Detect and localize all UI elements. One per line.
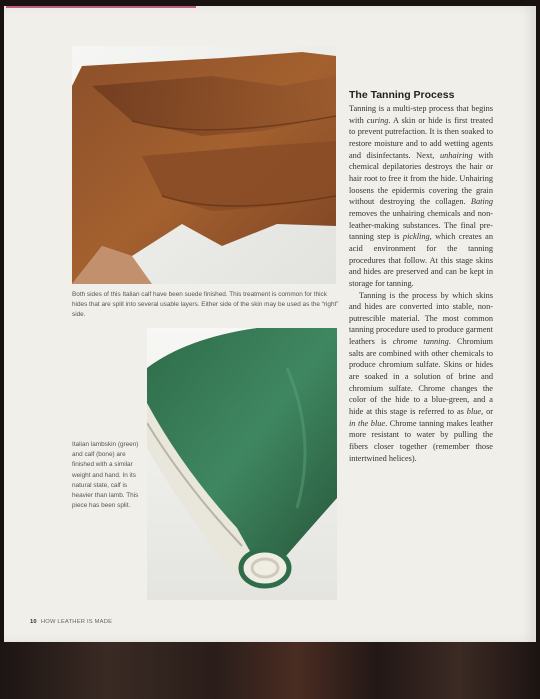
italic-term: in the blue — [349, 418, 386, 428]
text-run: Tanning is a multi-step process that begins with — [349, 104, 493, 125]
section-heading: The Tanning Process — [349, 89, 455, 101]
caption-suede-calf: Both sides of this Italian calf have been suede finished. This treatment is common for thick hides that are split into several usable layers. Either side of the skin may be used as the “right” side. — [72, 291, 339, 319]
text-run: . Chrome tanning makes leather more resistant to water by pulling the fibers closer together (remember those intertwined helices). — [349, 418, 493, 463]
text-run: , which creates an acid environment for the tanning procedures that follow. At this stage skins and hides are preserved and can be kept in storage for tanning. — [349, 232, 493, 288]
text-run: . Chromium salts are combined with other chemicals to produce chromium sulfate. Skins or hides are soaked in a solution of brine and chromium sulfate. Chrome changes the color of the hide to a blue-green, and a hide at this stage is referred to as — [349, 337, 493, 417]
text-run: , or — [481, 407, 493, 417]
italic-term: blue — [466, 407, 482, 417]
italic-term: chrome tanning — [392, 337, 449, 347]
paragraph-1 — [349, 103, 493, 290]
italic-term: curing — [366, 115, 389, 125]
running-title: HOW LEATHER IS MADE — [40, 619, 113, 625]
suede-calf-photo — [72, 46, 336, 284]
book-page — [4, 6, 536, 642]
page-footer — [30, 619, 112, 625]
background-surface — [0, 642, 540, 699]
body-text — [349, 103, 493, 464]
text-run: with chemical depilatories destroys the hair or hair root to free it from the hide. Unhairing loosens the epidermis covering the grain without destroying the collagen. — [349, 150, 494, 207]
top-rule — [6, 6, 196, 8]
italic-term: pickling — [402, 232, 430, 242]
lambskin-roll-photo — [147, 328, 337, 600]
paragraph-2 — [349, 290, 493, 465]
caption-lambskin: Italian lambskin (green) and calf (bone) are finished with a similar weight and hand. In its natural state, calf is heavier than lamb. This piece has been split. — [72, 441, 139, 510]
italic-term: Bating — [470, 197, 493, 207]
text-run: Tanning is the process by which skins and hides are converted into stable, non-putrescible material. The most common tanning procedure used to produce garment leathers is — [349, 290, 493, 347]
text-run: removes the unhairing chemicals and non-leather-making substances. The final pre-tanning step is — [349, 208, 493, 242]
italic-term: unhairing — [439, 150, 473, 160]
page-number: 10 — [30, 619, 37, 625]
text-run: . A skin or hide is first treated to prevent putrefaction. It is then soaked to restore moisture and to add wetting agents and disinfectants. Next, — [349, 115, 493, 160]
